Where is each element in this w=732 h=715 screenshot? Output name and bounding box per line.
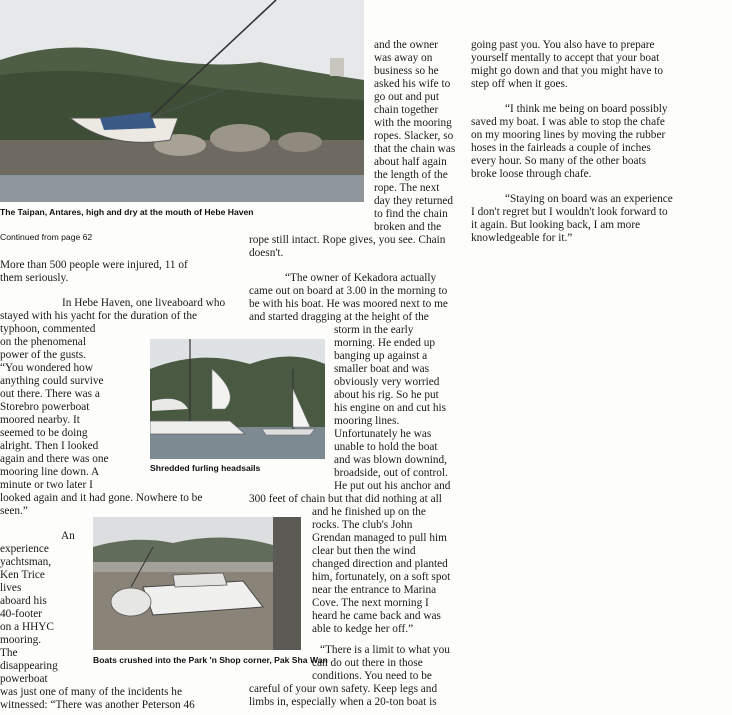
col3-line: hoses in the fairleads a couple of inches — [471, 142, 651, 154]
col1-line: lives — [0, 582, 22, 594]
col3-line: step off when it goes. — [471, 78, 568, 90]
col3-line: “I think me being on board possibly — [505, 103, 668, 115]
col3-line: every hour. So many of the other boats — [471, 155, 647, 167]
col2-line: changed direction and planted — [312, 558, 448, 570]
col2-line: “There is a limit to what you — [320, 644, 450, 656]
col1-line: mooring line down. A — [0, 466, 100, 478]
col3-line: broke loose through chafe. — [471, 168, 592, 180]
col3-line: going past you. You also have to prepare — [471, 39, 655, 51]
col1-line: alright. Then I looked — [0, 440, 99, 452]
col1-line: In Hebe Haven, one liveaboard who — [62, 297, 226, 309]
col2-line: broken and the — [374, 221, 442, 233]
col2-line: mooring lines. — [334, 415, 400, 427]
caption-crushed-boats: Boats crushed into the Park 'n Shop corner, Pak Sha Wan — [93, 655, 328, 665]
col2-line: Grendan managed to pull him — [312, 532, 447, 544]
col1-line: anything could survive — [0, 375, 104, 387]
col2-line: doesn't. — [249, 247, 284, 259]
col1-line: power of the gusts. — [0, 349, 86, 361]
col2-line: He put out his anchor and — [334, 480, 451, 492]
col1-line: minute or two later I — [0, 479, 93, 491]
col2-line: came out on board at 3.00 in the morning to — [249, 285, 448, 297]
col2-line: able to kedge her off.” — [312, 623, 414, 635]
col2-line: asked his wife to — [374, 78, 451, 90]
col2-line: go out and put — [374, 91, 439, 103]
col1-line: More than 500 people were injured, 11 of — [0, 259, 188, 271]
col1-line: mooring. — [0, 634, 42, 646]
col3-line: “Staying on board was an experience — [505, 193, 673, 205]
col1-line: seemed to be doing — [0, 427, 88, 439]
caption-grounded-yacht: The Taipan, Antares, high and dry at the mouth of Hebe Haven — [0, 207, 254, 217]
col2-line: was away on — [374, 52, 433, 64]
col2-line: about his rig. So he put — [334, 389, 439, 401]
col1-line: looked again and it had gone. Nowhere to be — [0, 492, 203, 504]
col2-line: and the owner — [374, 39, 438, 51]
col1-line: again and there was one — [0, 453, 109, 465]
col2-line: unable to hold the boat — [334, 441, 438, 453]
col2-line: rope. The next — [374, 182, 440, 194]
photo-crushed-boats — [93, 517, 301, 650]
col2-line: the length of the — [374, 169, 448, 181]
caption-shredded-headsails: Shredded furling headsails — [150, 463, 261, 473]
col2-line: Cove. The next morning I — [312, 597, 429, 609]
col2-line: limbs in, especially when a 20-ton boat is — [249, 696, 437, 708]
col2-line: business so he — [374, 65, 439, 77]
col2-line: that the chain was — [374, 143, 456, 155]
col2-line: “The owner of Kekadora actually — [285, 272, 437, 284]
col1-line: Ken Trice — [0, 569, 45, 581]
col2-line: morning. He ended up — [334, 337, 436, 349]
col1-line: An — [61, 530, 75, 542]
col2-line: day they returned — [374, 195, 454, 207]
col1-line: witnessed: “There was another Peterson 46 — [0, 699, 195, 711]
col2-line: and he finished up on the — [312, 506, 426, 518]
col1-line: Storebro powerboat — [0, 401, 90, 413]
col2-line: be with his boat. He was moored next to me — [249, 298, 448, 310]
col1-line: disappearing — [0, 660, 58, 672]
col1-line: The — [0, 647, 18, 659]
col2-line: clear but then the wind — [312, 545, 416, 557]
col2-line: and was blown downind, — [334, 454, 447, 466]
col1-line: experience — [0, 543, 49, 555]
col2-line: and started dragging at the height of the — [249, 311, 429, 323]
col1-line: was just one of many of the incidents he — [0, 686, 182, 698]
col1-line: on a HHYC — [0, 621, 54, 633]
col2-line: banging up against a — [334, 350, 428, 362]
col2-line: rocks. The club's John — [312, 519, 413, 531]
col2-line: about half again — [374, 156, 447, 168]
col2-line: him, fortunately, on a soft spot — [312, 571, 451, 583]
col3-line: on my mooring lines by moving the rubber — [471, 129, 666, 141]
col2-line: with the mooring — [374, 117, 452, 129]
col2-line: obviously very worried — [334, 376, 440, 388]
col2-line: rope still intact. Rope gives, you see. Chain — [249, 234, 446, 246]
continued-note: Continued from page 62 — [0, 232, 93, 242]
col1-line: typhoon, commented — [0, 323, 96, 335]
col1-line: “You wondered how — [0, 362, 93, 374]
col1-line: on the phenomenal — [0, 336, 86, 348]
col2-line: his engine on and cut his — [334, 402, 447, 414]
col3-line: knowledgeable for it.” — [471, 232, 573, 244]
col3-line: I don't regret but I wouldn't look forward to — [471, 206, 668, 218]
col1-line: stayed with his yacht for the duration of the — [0, 310, 198, 322]
col2-line: careful of your own safety. Keep legs and — [249, 683, 438, 695]
col2-line: Unfortunately he was — [334, 428, 432, 440]
col1-line: out there. There was a — [0, 388, 100, 400]
photo-grounded-yacht — [0, 0, 364, 202]
col2-line: to find the chain — [374, 208, 448, 220]
col2-line: ropes. Slacker, so — [374, 130, 454, 142]
col3-line: yourself mentally to accept that your boat — [471, 52, 660, 64]
col1-line: yachtsman, — [0, 556, 52, 568]
col2-line: can do out there in those — [312, 657, 423, 669]
col3-line: it again. But looking back, I am more — [471, 219, 641, 231]
col1-line: seen.” — [0, 505, 28, 517]
col2-line: 300 feet of chain but that did nothing at all — [249, 493, 442, 505]
col3-line: might go down and that you might have to — [471, 65, 664, 77]
col1-line: moored nearby. It — [0, 414, 80, 426]
col2-line: heard he came back and was — [312, 610, 441, 622]
col1-line: aboard his — [0, 595, 47, 607]
col2-line: chain together — [374, 104, 439, 116]
col2-line: conditions. You need to be — [312, 670, 432, 682]
col1-line: powerboat — [0, 673, 48, 685]
col1-line: 40-footer — [0, 608, 43, 620]
col2-line: storm in the early — [334, 324, 414, 336]
col1-line: them seriously. — [0, 272, 69, 284]
col2-line: smaller boat and was — [334, 363, 430, 375]
col2-line: near the entrance to Marina — [312, 584, 437, 596]
photo-shredded-headsails — [150, 339, 325, 459]
col2-line: broadside, out of control. — [334, 467, 448, 479]
col3-line: saved my boat. I was able to stop the chafe — [471, 116, 665, 128]
